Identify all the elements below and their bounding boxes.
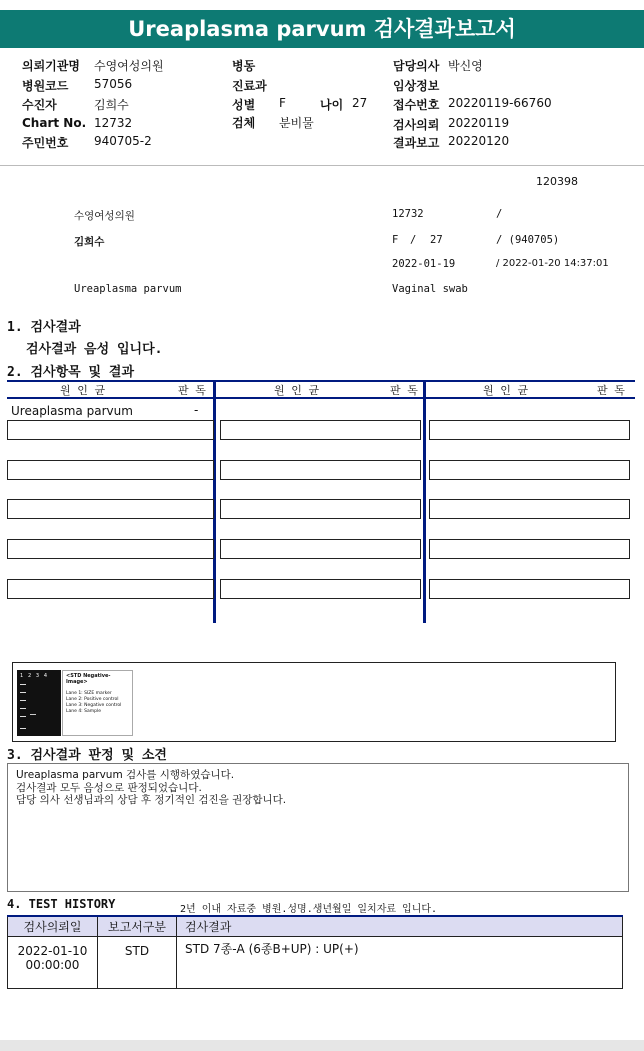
- gel-lane-numbers: 1 2 3 4: [20, 673, 48, 679]
- test-history-table: [7, 915, 623, 989]
- footer-strip: [0, 1040, 644, 1051]
- gel-lane-3-desc: Lane 3: Negative control: [66, 703, 122, 708]
- grid-cell: [429, 420, 630, 440]
- grid-cell: [7, 420, 214, 440]
- section-4-heading: 4. TEST HISTORY: [7, 897, 116, 911]
- report-header: [0, 48, 644, 166]
- detail-sex: F: [392, 234, 399, 246]
- history-col-result: 검사결과: [177, 916, 623, 936]
- history-time: 00:00:00: [25, 957, 80, 972]
- grid-cell: [220, 579, 421, 599]
- remarks-line-2: 검사결과 모두 음성으로 판정되었습니다.: [16, 781, 202, 794]
- grid-cell: [429, 499, 630, 519]
- section-3-heading: 3. 검사결과 판정 및 소견: [7, 748, 167, 763]
- gel-lane-2-desc: Lane 2: Positive control: [66, 697, 119, 702]
- detail-chart: 12732: [392, 208, 424, 220]
- grid-cell: [429, 539, 630, 559]
- detail-date: 2022-01-19: [392, 258, 456, 270]
- sex-label: 성별: [232, 98, 256, 112]
- doctor-value: 박신영: [448, 59, 483, 73]
- receipt-label: 접수번호: [393, 98, 440, 112]
- grid-col3-organism: 원 인 균: [483, 384, 529, 397]
- report-label: 결과보고: [393, 136, 440, 150]
- resident-label: 주민번호: [22, 136, 69, 150]
- gel-caption-title: <STD Negative-Image>: [66, 673, 111, 685]
- remarks-box: [7, 763, 629, 892]
- specimen-label: 검체: [232, 116, 256, 130]
- section-1-heading: 1. 검사결과: [7, 320, 81, 335]
- grid-cell: [429, 460, 630, 480]
- request-value: 20220119: [448, 116, 510, 130]
- institution-label: 의뢰기관명: [22, 59, 80, 73]
- detail-patient: 김희수: [74, 236, 105, 248]
- code-value: 57056: [94, 77, 133, 91]
- dept-label: 진료과: [232, 79, 267, 93]
- detail-report-time: / 2022-01-20 14:37:01: [496, 258, 609, 269]
- chart-value: 12732: [94, 116, 133, 130]
- gel-lane-1-desc: Lane 1: SIZE marker: [66, 691, 112, 696]
- history-header-row: [8, 916, 623, 936]
- grid-col1-organism: 원 인 균: [60, 384, 106, 397]
- chart-label: Chart No.: [22, 116, 87, 130]
- grid-col3-judge: 판 독: [597, 384, 625, 397]
- grid-col2-judge: 판 독: [390, 384, 418, 397]
- grid-col1-judge: 판 독: [178, 384, 206, 397]
- resident-value: 940705-2: [94, 134, 152, 148]
- report-value: 20220120: [448, 134, 510, 148]
- result-summary: 검사결과 음성 입니다.: [26, 342, 163, 357]
- grid-cell: [7, 499, 214, 519]
- grid-cell: [429, 579, 630, 599]
- gel-caption: [62, 670, 133, 736]
- detail-age: 27: [430, 234, 443, 246]
- report-title: Ureaplasma parvum 검사결과보고서: [0, 10, 644, 48]
- history-result: STD 7종-A (6종B+UP) : UP(+): [177, 936, 623, 988]
- detail-slash: /: [496, 208, 503, 220]
- remarks-line-3: 담당 의사 선생님과의 상담 후 정기적인 검진을 권장합니다.: [16, 794, 287, 806]
- history-row: [8, 936, 623, 988]
- detail-slash-a: /: [410, 234, 417, 246]
- grid-divider-2: [423, 380, 426, 623]
- gel-electrophoresis-image: [17, 670, 61, 736]
- grid-col2-organism: 원 인 균: [274, 384, 320, 397]
- sex-value: F: [279, 96, 286, 110]
- clinical-label: 임상정보: [393, 79, 440, 93]
- grid-cell: [220, 499, 421, 519]
- doctor-label: 담당의사: [393, 59, 440, 73]
- specimen-value: 분비물: [279, 116, 314, 130]
- age-label: 나이: [320, 98, 344, 112]
- gel-lane-4-desc: Lane 4: Sample: [66, 709, 101, 714]
- grid-row1-organism: Ureaplasma parvum: [11, 404, 133, 418]
- report-id: 120398: [536, 175, 578, 188]
- history-date-cell: [8, 936, 98, 988]
- patient-value: 김희수: [94, 98, 129, 112]
- detail-institution: 수영여성의원: [74, 210, 135, 222]
- code-label: 병원코드: [22, 79, 69, 93]
- patient-label: 수진자: [22, 98, 57, 112]
- receipt-value: 20220119-66760: [448, 96, 552, 110]
- grid-cell: [220, 420, 421, 440]
- history-col-date: 검사의뢰일: [8, 916, 98, 936]
- grid-cell: [7, 539, 214, 559]
- institution-value: 수영여성의원: [94, 59, 164, 73]
- history-col-type: 보고서구분: [98, 916, 177, 936]
- history-date: 2022-01-10: [17, 943, 88, 958]
- age-value: 27: [352, 96, 368, 110]
- remarks-line-1: Ureaplasma parvum 검사를 시행하였습니다.: [16, 769, 235, 781]
- section-2-heading: 2. 검사항목 및 결과: [7, 365, 135, 380]
- detail-dob: / (940705): [496, 234, 560, 246]
- request-label: 검사의뢰: [393, 118, 440, 132]
- grid-cell: [7, 579, 214, 599]
- history-note: 2년 이내 자료중 병원.성명.생년월일 일치자료 입니다.: [180, 904, 438, 915]
- grid-header-rule: [7, 397, 635, 399]
- grid-row1-result: -: [194, 403, 199, 417]
- grid-cell: [220, 460, 421, 480]
- detail-specimen: Vaginal swab: [392, 283, 468, 295]
- grid-cell: [7, 460, 214, 480]
- ward-label: 병동: [232, 59, 256, 73]
- history-type: STD: [98, 936, 177, 988]
- detail-test: Ureaplasma parvum: [74, 283, 182, 295]
- grid-cell: [220, 539, 421, 559]
